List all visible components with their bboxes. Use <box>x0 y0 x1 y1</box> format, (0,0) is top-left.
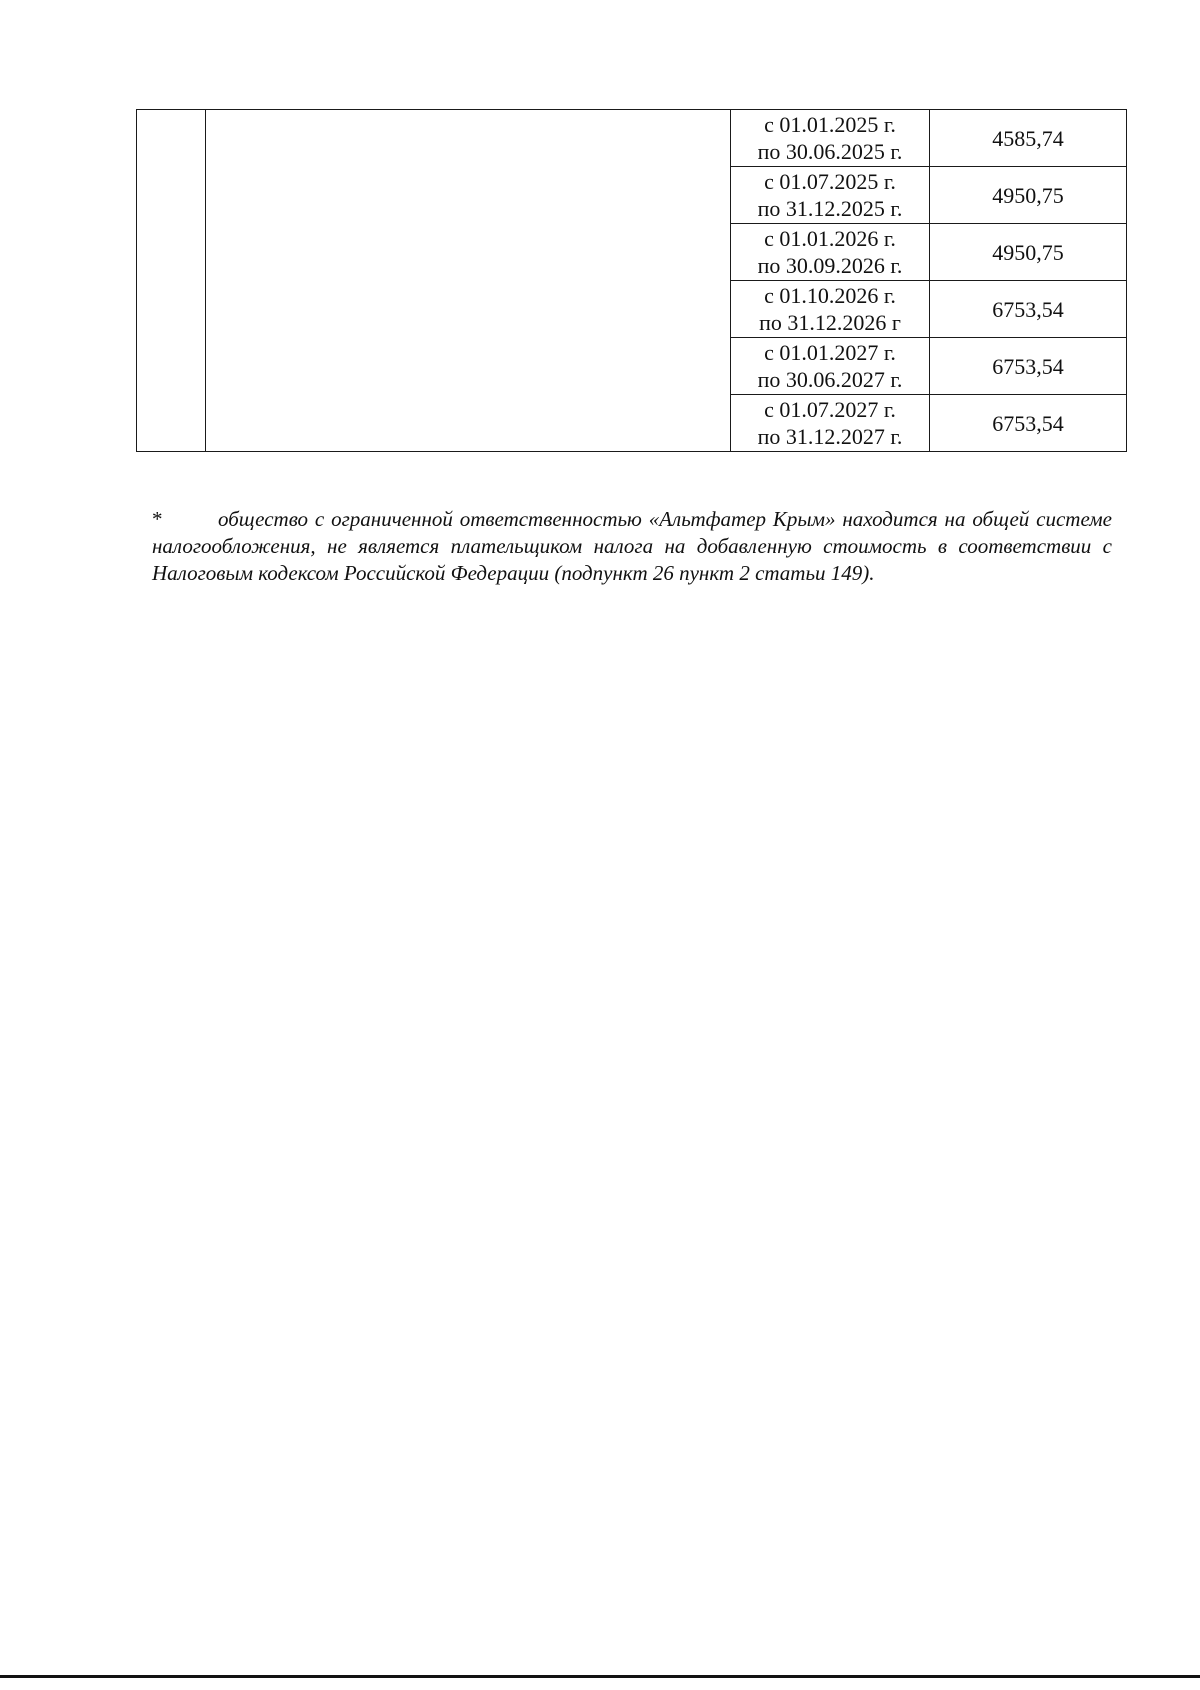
value-cell: 6753,54 <box>930 338 1127 395</box>
tariff-table <box>136 109 1127 452</box>
period-cell <box>731 338 930 395</box>
period-cell <box>731 110 930 167</box>
period-cell <box>731 167 930 224</box>
description-cell-empty <box>206 110 731 452</box>
number-cell-empty <box>137 110 206 452</box>
period-from: с 01.01.2026 г. <box>764 226 896 251</box>
period-cell <box>731 395 930 452</box>
period-from: с 01.10.2026 г. <box>764 283 896 308</box>
value-cell: 4950,75 <box>930 224 1127 281</box>
tariff-table-body <box>137 110 1127 452</box>
table-row <box>137 110 1127 167</box>
footnote-marker: * <box>152 507 163 531</box>
period-cell <box>731 281 930 338</box>
value-cell: 4950,75 <box>930 167 1127 224</box>
period-from: с 01.01.2027 г. <box>764 340 896 365</box>
period-to: по 30.06.2025 г. <box>757 139 903 164</box>
period-from: с 01.07.2025 г. <box>764 169 896 194</box>
period-to: по 31.12.2026 г <box>759 310 901 335</box>
footnote-text: общество с ограниченной ответственностью «Альтфатер Крым» находится на общей системе налогообложения, не является плательщиком налога на добавленную стоимость в соответствии с Налоговым кодексом Российской Федерации (подпункт 26 пункт 2 статьи 149). <box>152 507 1112 585</box>
period-to: по 30.09.2026 г. <box>757 253 903 278</box>
period-from: с 01.01.2025 г. <box>764 112 896 137</box>
value-cell: 4585,74 <box>930 110 1127 167</box>
period-from: с 01.07.2027 г. <box>764 397 896 422</box>
value-cell: 6753,54 <box>930 395 1127 452</box>
footnote <box>152 506 1112 587</box>
value-cell: 6753,54 <box>930 281 1127 338</box>
period-to: по 30.06.2027 г. <box>757 367 903 392</box>
period-to: по 31.12.2027 г. <box>757 424 903 449</box>
period-cell <box>731 224 930 281</box>
period-to: по 31.12.2025 г. <box>757 196 903 221</box>
page-bottom-rule <box>0 1675 1200 1678</box>
